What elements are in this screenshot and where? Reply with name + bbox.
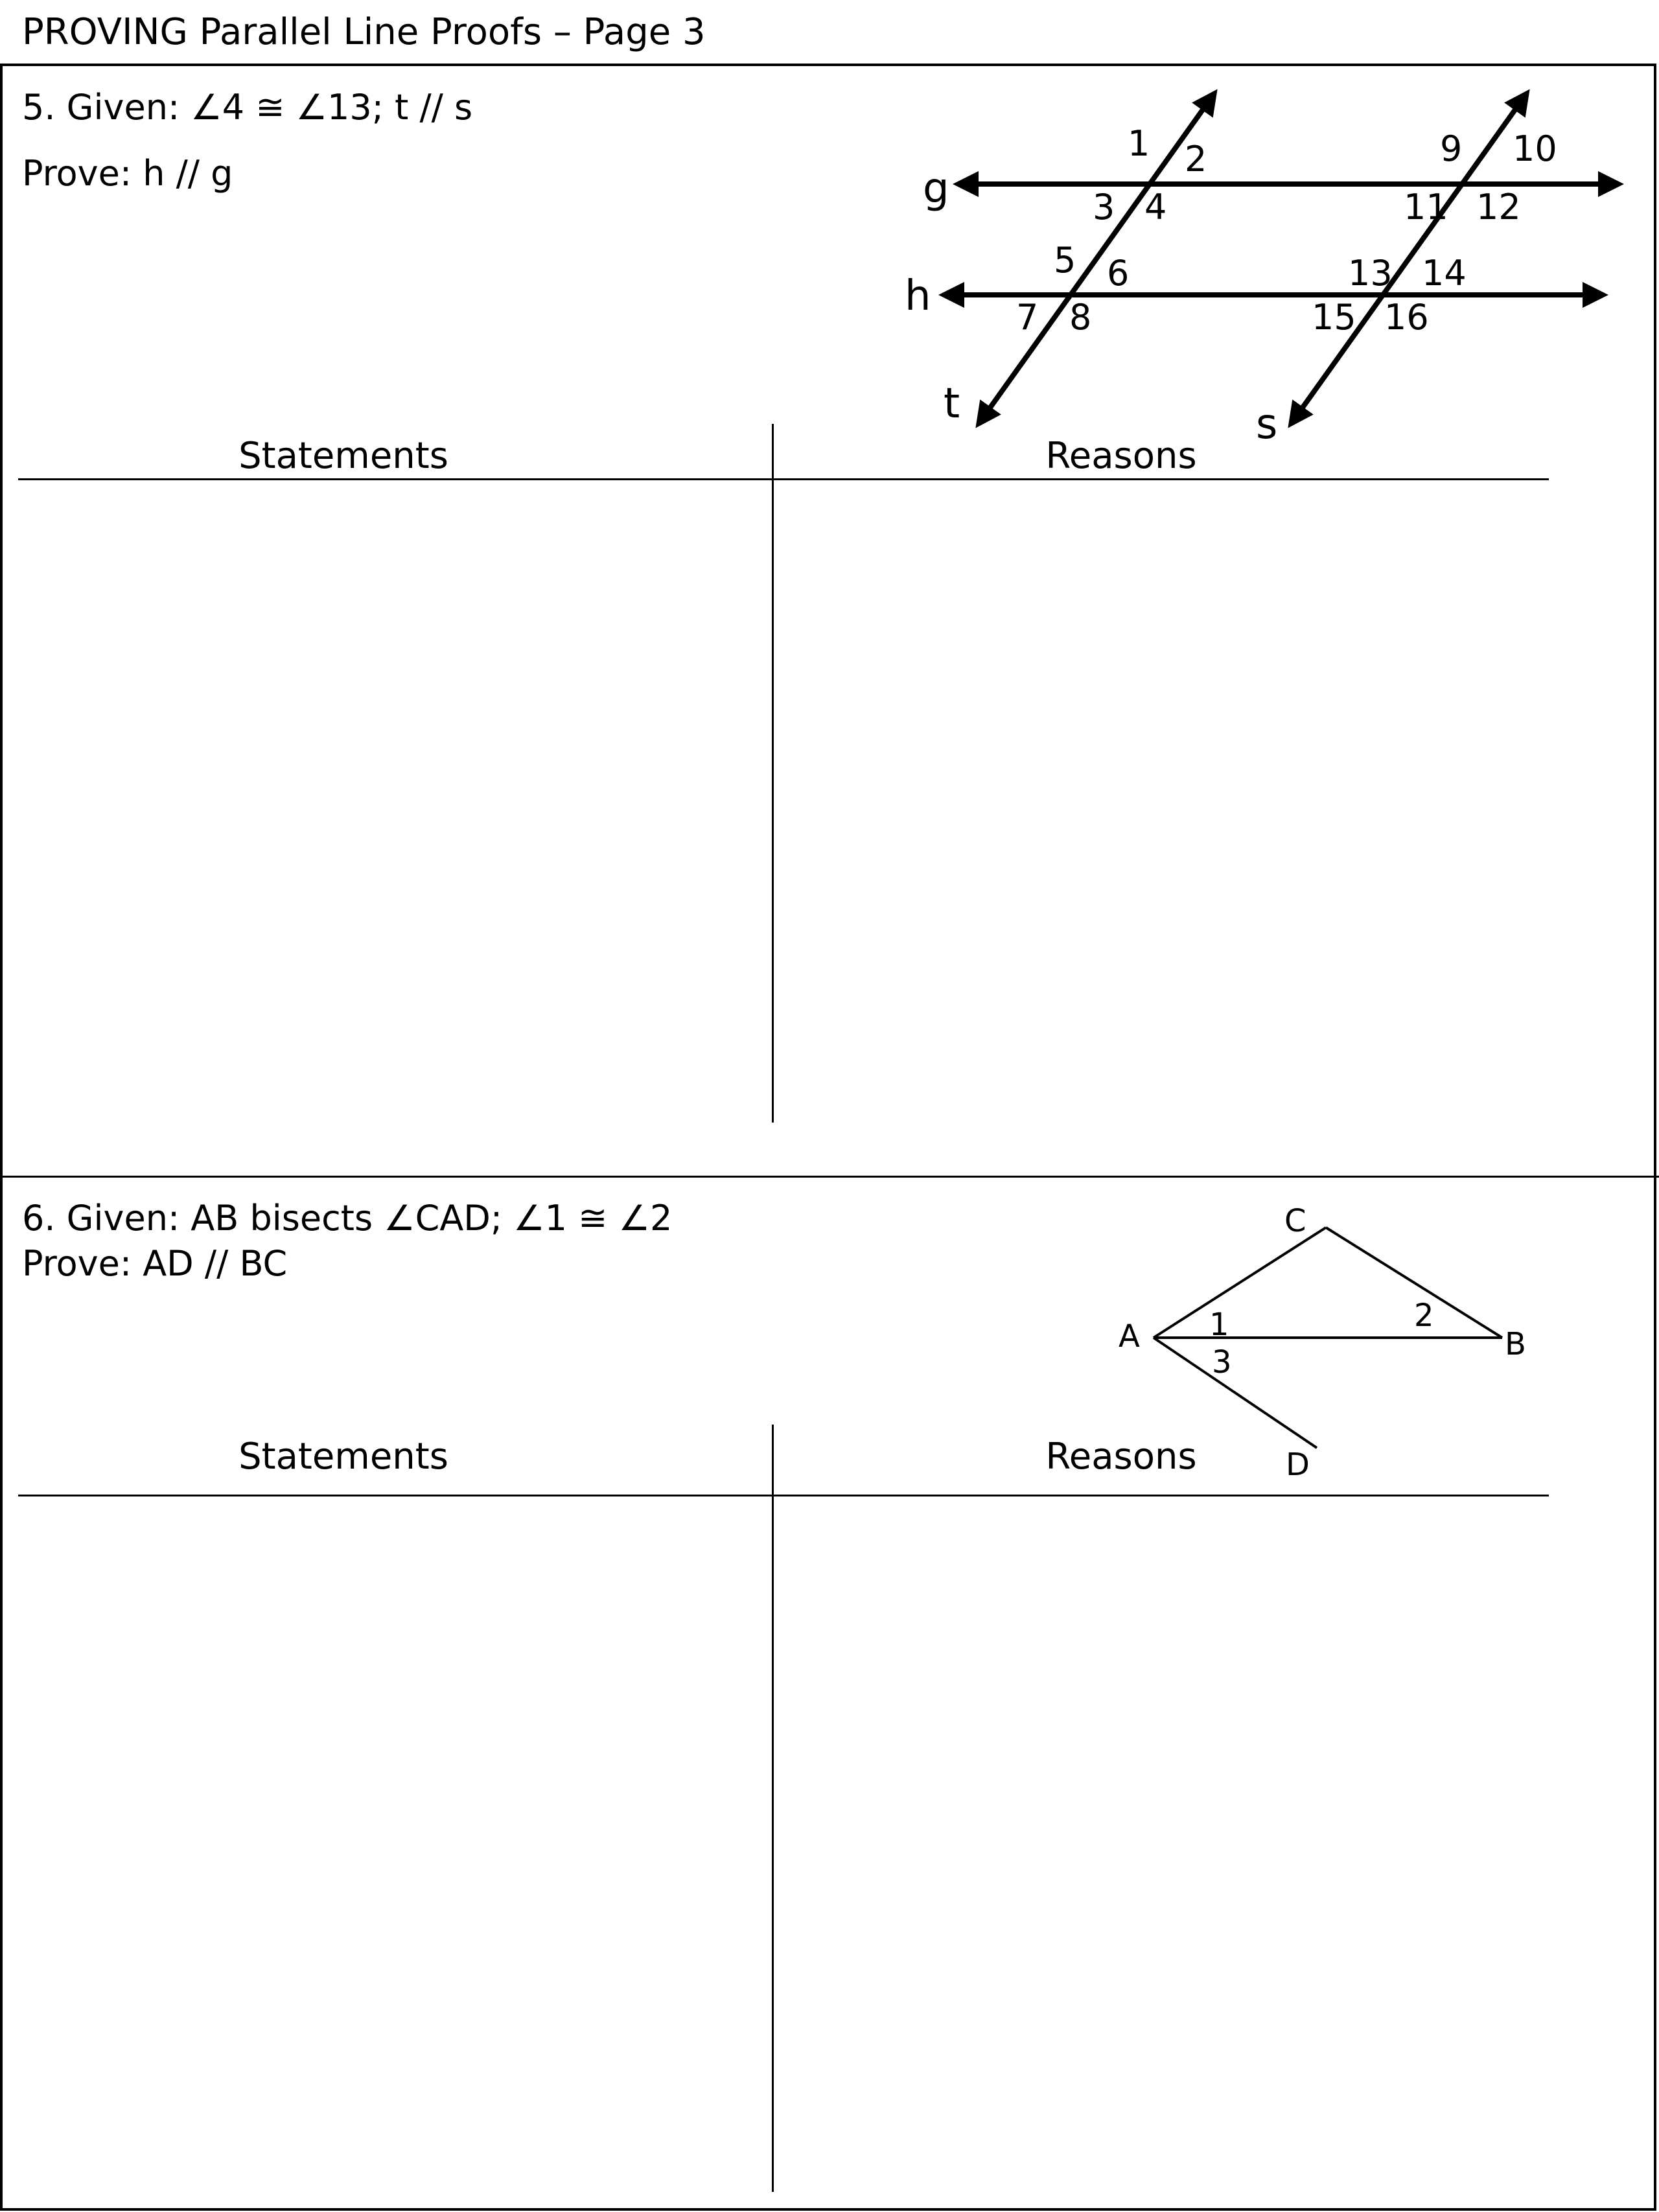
- angle-label-9: 9: [1440, 128, 1463, 169]
- transversal-s: [1291, 93, 1527, 424]
- angle-label-1: 1: [1128, 123, 1150, 164]
- point-label-D: D: [1286, 1447, 1310, 1483]
- angle-label-15: 15: [1312, 297, 1356, 338]
- segment-AC: [1154, 1228, 1326, 1338]
- angle-label-13: 13: [1348, 253, 1393, 294]
- angle-label-2: 2: [1185, 139, 1207, 180]
- bisector-diagram: [1119, 1203, 1526, 1483]
- problem5-reasons-header: Reasons: [1045, 435, 1197, 477]
- point-label-A: A: [1119, 1318, 1140, 1355]
- line-label-s: s: [1256, 401, 1278, 448]
- angle-label-4: 4: [1144, 187, 1167, 227]
- problem5-prove: Prove: h // g: [22, 153, 233, 194]
- problem5-statements-header: Statements: [238, 435, 448, 477]
- parallel-lines-diagram: [905, 93, 1619, 448]
- problem6-statements-header: Statements: [238, 1436, 448, 1478]
- angle-label-5: 5: [1054, 240, 1076, 281]
- angle-label-16: 16: [1384, 297, 1429, 338]
- problem5-given: 5. Given: ∠4 ≅ ∠13; t // s: [22, 87, 473, 128]
- line-label-g: g: [923, 165, 949, 213]
- transversal-t: [979, 93, 1214, 424]
- angle-label-2: 2: [1414, 1298, 1434, 1334]
- angle-label-8: 8: [1069, 297, 1092, 338]
- angle-label-3: 3: [1093, 187, 1115, 227]
- angle-label-6: 6: [1107, 253, 1130, 294]
- point-label-C: C: [1284, 1203, 1306, 1239]
- angle-label-1: 1: [1209, 1307, 1229, 1343]
- line-label-t: t: [944, 380, 960, 428]
- problem6-given: 6. Given: AB bisects ∠CAD; ∠1 ≅ ∠2: [22, 1198, 673, 1239]
- problem6-prove: Prove: AD // BC: [22, 1243, 288, 1284]
- angle-label-3: 3: [1212, 1344, 1232, 1380]
- point-label-B: B: [1505, 1326, 1526, 1362]
- angle-label-11: 11: [1404, 187, 1448, 227]
- angle-label-7: 7: [1016, 297, 1039, 338]
- angle-label-10: 10: [1513, 128, 1557, 169]
- angle-label-14: 14: [1422, 253, 1467, 294]
- line-label-h: h: [905, 272, 931, 320]
- angle-label-12: 12: [1476, 187, 1521, 227]
- problem6-reasons-header: Reasons: [1045, 1436, 1197, 1478]
- segment-AD: [1154, 1338, 1317, 1448]
- page-title: PROVING Parallel Line Proofs – Page 3: [22, 11, 706, 53]
